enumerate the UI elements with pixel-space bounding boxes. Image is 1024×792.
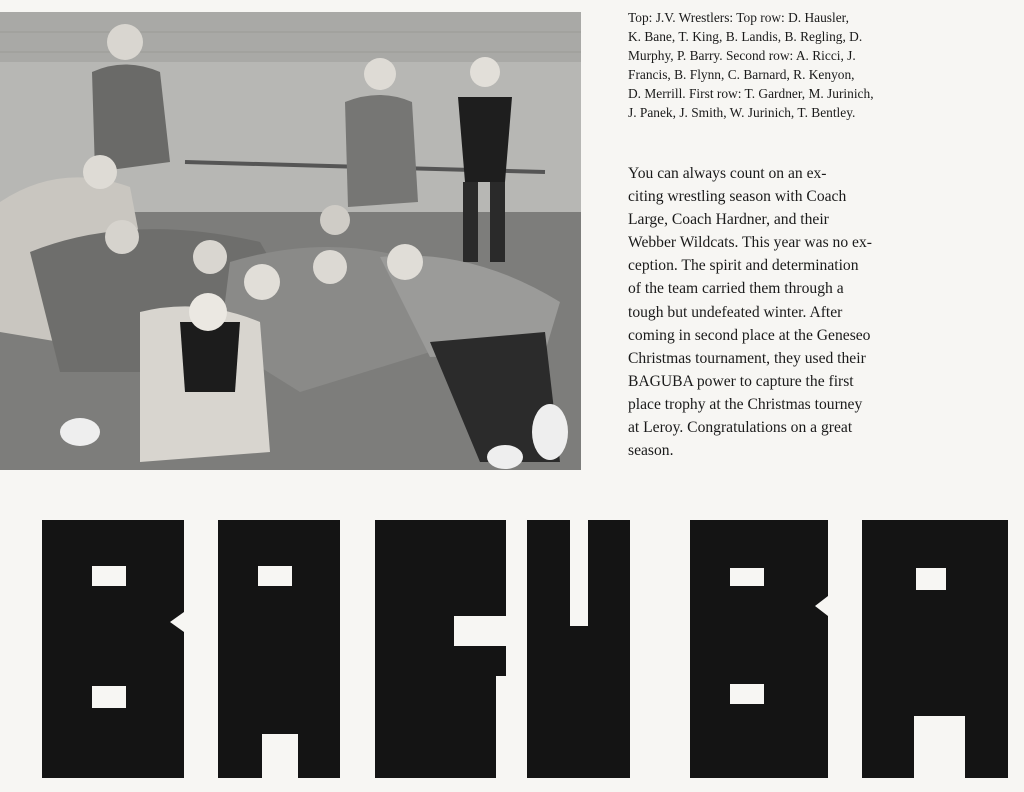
baguba-logo <box>40 516 1012 782</box>
photo-caption: Top: J.V. Wrestlers: Top row: D. Hausler, K. Bane, T. King, B. Landis, B. Regling, D. Murphy, P. Barry. Second row: A. Ricci, J. Francis, B. Flynn, C. Barnard, R. Kenyon, D. Merrill. First row: T. Gardner, M. Jurinich, J. Panek, J. Smith, W. Jurinich, T. Bentley. <box>628 10 874 120</box>
team-photo <box>0 12 581 470</box>
logo-letter-g <box>375 520 506 778</box>
logo-letter-u <box>527 520 630 778</box>
logo-letter-b <box>42 520 184 778</box>
season-summary: You can always count on an ex- citing wrestling season with Coach Large, Coach Hardner, and their Webber Wildcats. This year was no ex- ception. The spirit and determination of the team carried them through a tough but undefeated winter. After coming in second place at the Geneseo Christmas tournament, they used their BAGUBA power to capture the first place trophy at the Christmas tourney at Leroy. Congratulations on a great season. <box>628 165 872 460</box>
logo-letter-a-2 <box>862 520 1008 778</box>
logo-letter-a <box>218 520 340 778</box>
logo-letter-b-2 <box>690 520 828 778</box>
